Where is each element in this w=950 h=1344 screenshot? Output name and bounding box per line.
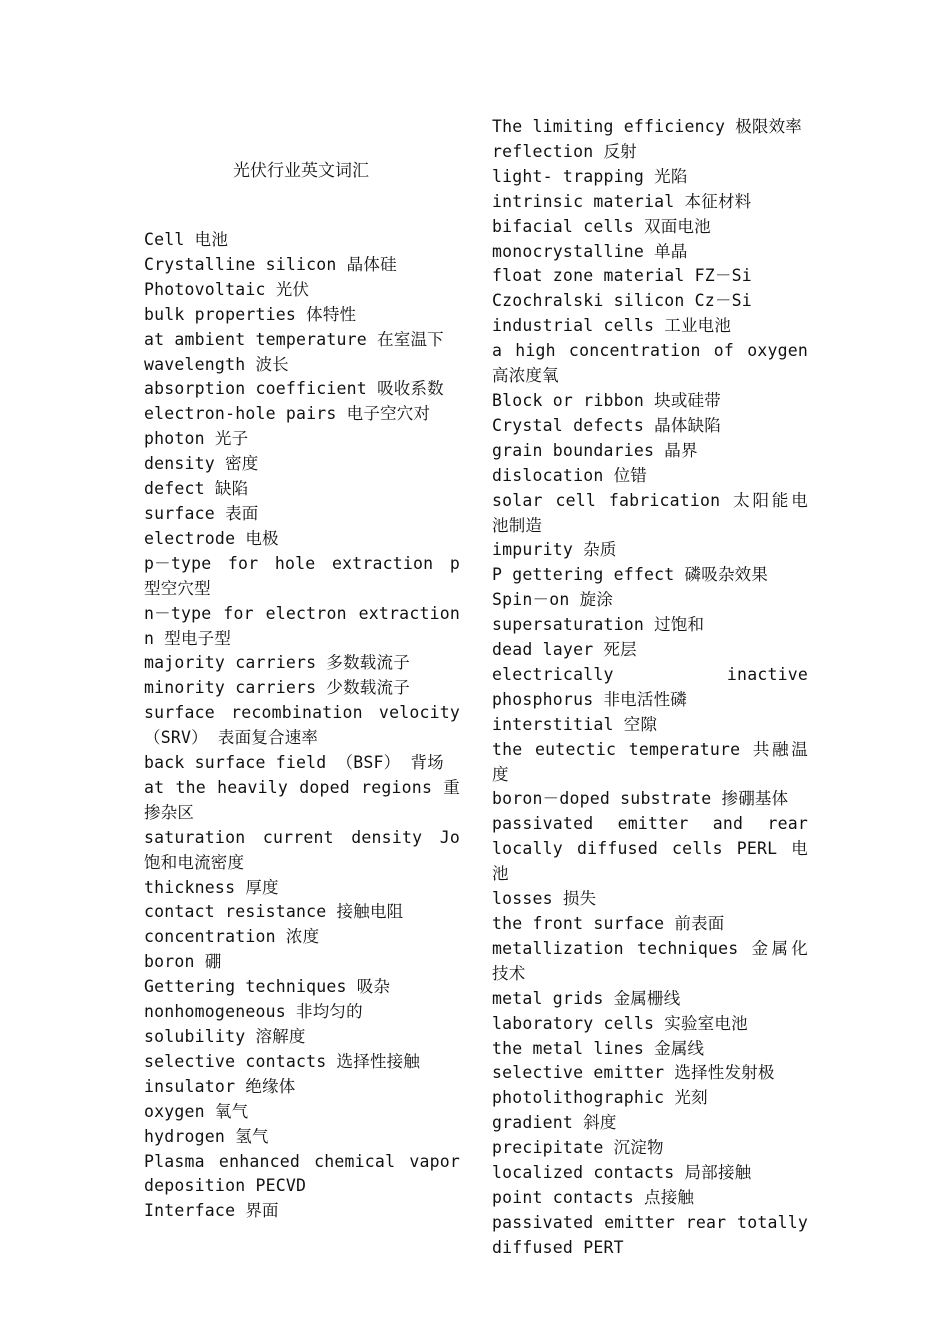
glossary-entry: monocrystalline 单晶: [492, 241, 688, 261]
glossary-entry: grain boundaries 晶界: [492, 440, 698, 460]
glossary-entry: the eutectic temperature 共融温度: [492, 739, 808, 784]
glossary-entry: Interface 界面: [144, 1201, 279, 1221]
glossary-entry: P gettering effect 磷吸杂效果: [492, 565, 769, 585]
glossary-entry: point contacts 点接触: [492, 1187, 695, 1207]
glossary-entry: p－type for hole extraction p 型空穴型: [144, 553, 460, 598]
glossary-entry: concentration 浓度: [144, 927, 320, 947]
glossary-entry: absorption coefficient 吸收系数: [144, 379, 444, 399]
glossary-entry: contact resistance 接触电阻: [144, 902, 404, 922]
glossary-entry: localized contacts 局部接触: [492, 1163, 752, 1183]
glossary-column-right: [492, 115, 808, 1261]
glossary-entry: hydrogen 氢气: [144, 1126, 269, 1146]
glossary-entry: laboratory cells 实验室电池: [492, 1013, 748, 1033]
glossary-entry: n－type for electron extraction n 型电子型: [144, 603, 460, 648]
glossary-entry: wavelength 波长: [144, 354, 289, 374]
glossary-entry: reflection 反射: [492, 141, 637, 161]
glossary-entry: selective contacts 选择性接触: [144, 1051, 421, 1071]
glossary-entry: Spin－on 旋涂: [492, 590, 614, 610]
glossary-entry: Block or ribbon 块或硅带: [492, 390, 721, 410]
glossary-entry: losses 损失: [492, 889, 597, 909]
glossary-entry: the metal lines 金属线: [492, 1038, 705, 1058]
glossary-entry: insulator 绝缘体: [144, 1076, 296, 1096]
glossary-entry: Czochralski silicon Cz－Si: [492, 291, 752, 311]
glossary-entry: precipitate 沉淀物: [492, 1138, 664, 1158]
glossary-entry: solar cell fabrication 太阳能电池制造: [492, 490, 808, 535]
glossary-entry: Plasma enhanced chemical vapor deposition PECVD: [144, 1151, 460, 1196]
glossary-column-left: [144, 228, 460, 1224]
glossary-entry: Photovoltaic 光伏: [144, 279, 310, 299]
glossary-entry: photolithographic 光刻: [492, 1088, 708, 1108]
glossary-entry: surface recombination velocity （SRV） 表面复合速率: [144, 703, 460, 748]
glossary-entry: nonhomogeneous 非均匀的: [144, 1002, 363, 1022]
glossary-entry: thickness 厚度: [144, 877, 279, 897]
glossary-entry: selective emitter 选择性发射极: [492, 1063, 775, 1083]
glossary-entry: boron 硼: [144, 952, 222, 972]
glossary-entry: electron-hole pairs 电子空穴对: [144, 404, 431, 424]
glossary-entry: majority carriers 多数载流子: [144, 653, 410, 673]
glossary-entry: at ambient temperature 在室温下: [144, 329, 444, 349]
glossary-entry: a high concentration of oxygen 高浓度氧: [492, 341, 808, 386]
glossary-entry: bifacial cells 双面电池: [492, 216, 711, 236]
glossary-entry: minority carriers 少数载流子: [144, 678, 410, 698]
glossary-entry: light- trapping 光陷: [492, 166, 688, 186]
glossary-entry: dislocation 位错: [492, 465, 648, 485]
glossary-entry: Crystalline silicon 晶体硅: [144, 254, 397, 274]
glossary-entry: defect 缺陷: [144, 479, 249, 499]
glossary-entry: oxygen 氧气: [144, 1101, 249, 1121]
glossary-entry: electrode 电极: [144, 528, 279, 548]
glossary-entry: impurity 杂质: [492, 540, 617, 560]
glossary-entry: The limiting efficiency 极限效率: [492, 117, 803, 136]
glossary-entry: surface 表面: [144, 503, 259, 523]
glossary-entry: back surface field （BSF） 背场: [144, 753, 444, 773]
glossary-entry: density 密度: [144, 454, 259, 474]
glossary-entry: electrically inactive phosphorus 非电活性磷: [492, 664, 808, 709]
glossary-entry: industrial cells 工业电池: [492, 316, 732, 336]
glossary-entry: the front surface 前表面: [492, 914, 725, 933]
glossary-entry: passivated emitter and rear locally diffused cells PERL 电池: [492, 814, 808, 884]
page-title: 光伏行业英文词汇: [233, 161, 369, 181]
glossary-entry: dead layer 死层: [492, 640, 637, 660]
glossary-entry: solubility 溶解度: [144, 1027, 306, 1046]
glossary-entry: metallization techniques 金属化技术: [492, 938, 808, 983]
glossary-entry: Cell 电池: [144, 230, 229, 249]
glossary-entry: bulk properties 体特性: [144, 304, 357, 324]
glossary-entry: photon 光子: [144, 429, 249, 449]
glossary-entry: at the heavily doped regions 重掺杂区: [144, 777, 460, 822]
glossary-entry: intrinsic material 本征材料: [492, 191, 752, 211]
glossary-entry: float zone material FZ－Si: [492, 266, 752, 286]
glossary-entry: Gettering techniques 吸杂: [144, 977, 391, 997]
glossary-entry: passivated emitter rear totally diffused PERT: [492, 1212, 808, 1257]
glossary-entry: metal grids 金属栅线: [492, 988, 681, 1008]
glossary-entry: Crystal defects 晶体缺陷: [492, 415, 721, 435]
glossary-entry: interstitial 空隙: [492, 714, 658, 734]
glossary-entry: supersaturation 过饱和: [492, 615, 705, 635]
glossary-entry: boron－doped substrate 掺硼基体: [492, 789, 789, 809]
glossary-entry: gradient 斜度: [492, 1113, 617, 1133]
glossary-entry: saturation current density Jo 饱和电流密度: [144, 827, 460, 872]
